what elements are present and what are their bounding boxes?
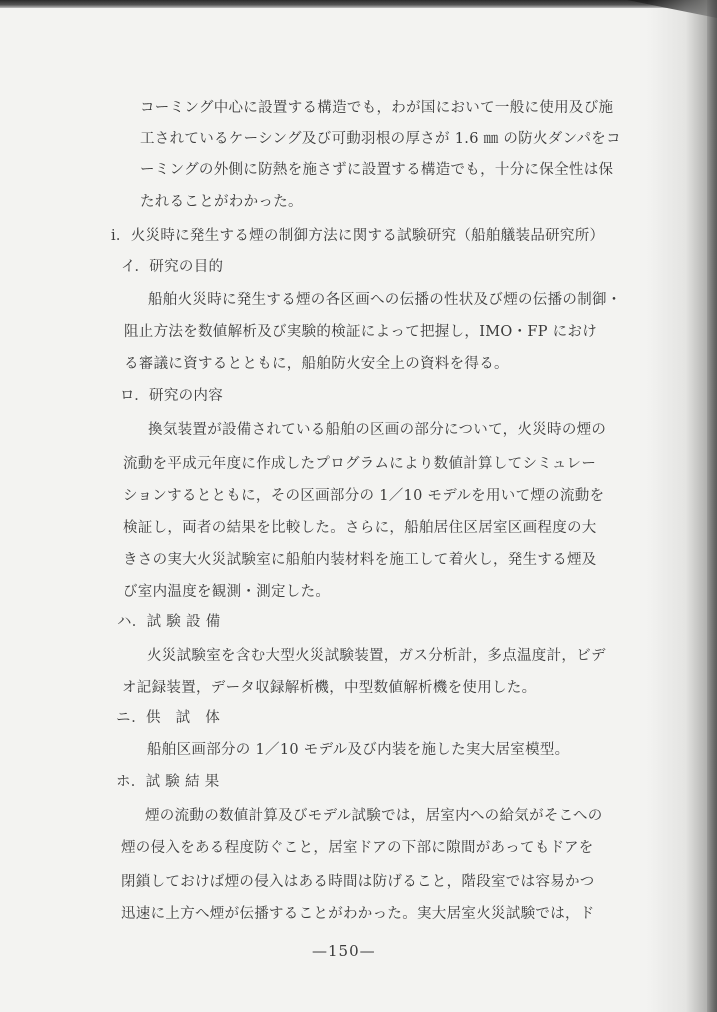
subsection-heading: イ．研究の目的 bbox=[121, 259, 224, 275]
subsection-heading: ロ．研究の内容 bbox=[120, 388, 224, 404]
text-line: 阻止方法を数値解析及び実験的検証によって把握し，IMO・FP におけ bbox=[124, 324, 598, 340]
text-line: きさの実大火災試験室に船舶内装材料を施工して着火し，発生する煙及 bbox=[123, 552, 597, 568]
text-line: 換気装置が設備されている船舶の区画の部分について，火災時の煙の bbox=[148, 422, 607, 438]
text-line: 検証し，両者の結果を比較した。さらに，船舶居住区居室区画程度の大 bbox=[123, 520, 597, 536]
text-line: び室内温度を観測・測定した。 bbox=[123, 584, 331, 600]
text-line: ションするとともに，その区画部分の 1／10 モデルを用いて煙の流動を bbox=[123, 488, 605, 504]
text-line: る審議に資するとともに，船舶防火安全上の資料を得る。 bbox=[124, 356, 509, 372]
text-line: ーミングの外側に防熱を施さずに設置する構造でも，十分に保全性は保 bbox=[140, 162, 614, 178]
page-right-edge bbox=[707, 0, 717, 1012]
text-line: オ記録装置，データ収録解析機，中型数値解析機を使用した。 bbox=[122, 680, 537, 696]
scan-top-border bbox=[0, 0, 717, 8]
subsection-heading: ニ．供 試 体 bbox=[116, 710, 221, 726]
text-line: コーミング中心に設置する構造でも，わが国において一般に使用及び施 bbox=[140, 100, 614, 116]
section-heading: i．火災時に発生する煙の制御方法に関する試験研究（船舶艤装品研究所） bbox=[111, 228, 605, 244]
text-line: 工されているケーシング及び可動羽根の厚さが 1.6 ㎜ の防火ダンパをコ bbox=[140, 131, 621, 147]
text-line: 煙の流動の数値計算及びモデル試験では，居室内への給気がそこへの bbox=[145, 808, 603, 824]
text-line: 火災試験室を含む大型火災試験装置，ガス分析計，多点温度計，ビデ bbox=[147, 648, 606, 664]
text-line: 迅速に上方へ煙が伝播することがわかった。実大居室火災試験では，ド bbox=[121, 906, 595, 922]
text-line: 煙の侵入をある程度防ぐこと，居室ドアの下部に隙間があってもドアを bbox=[121, 840, 594, 856]
text-line: 流動を平成元年度に作成したプログラムにより数値計算してシミュレー bbox=[123, 456, 597, 472]
text-line: 閉鎖しておけば煙の侵入はある時間は防げること，階段室では容易かつ bbox=[121, 874, 595, 890]
text-line: 船舶火災時に発生する煙の各区画への伝播の性状及び煙の伝播の制御・ bbox=[148, 292, 622, 308]
text-line: 船舶区画部分の 1／10 モデル及び内装を施した実大居室模型。 bbox=[147, 742, 570, 758]
text-line: たれることがわかった。 bbox=[140, 194, 303, 210]
page-number: —150— bbox=[312, 942, 376, 960]
subsection-heading: ホ．試 験 結 果 bbox=[116, 774, 220, 790]
subsection-heading: ハ．試 験 設 備 bbox=[117, 614, 221, 630]
